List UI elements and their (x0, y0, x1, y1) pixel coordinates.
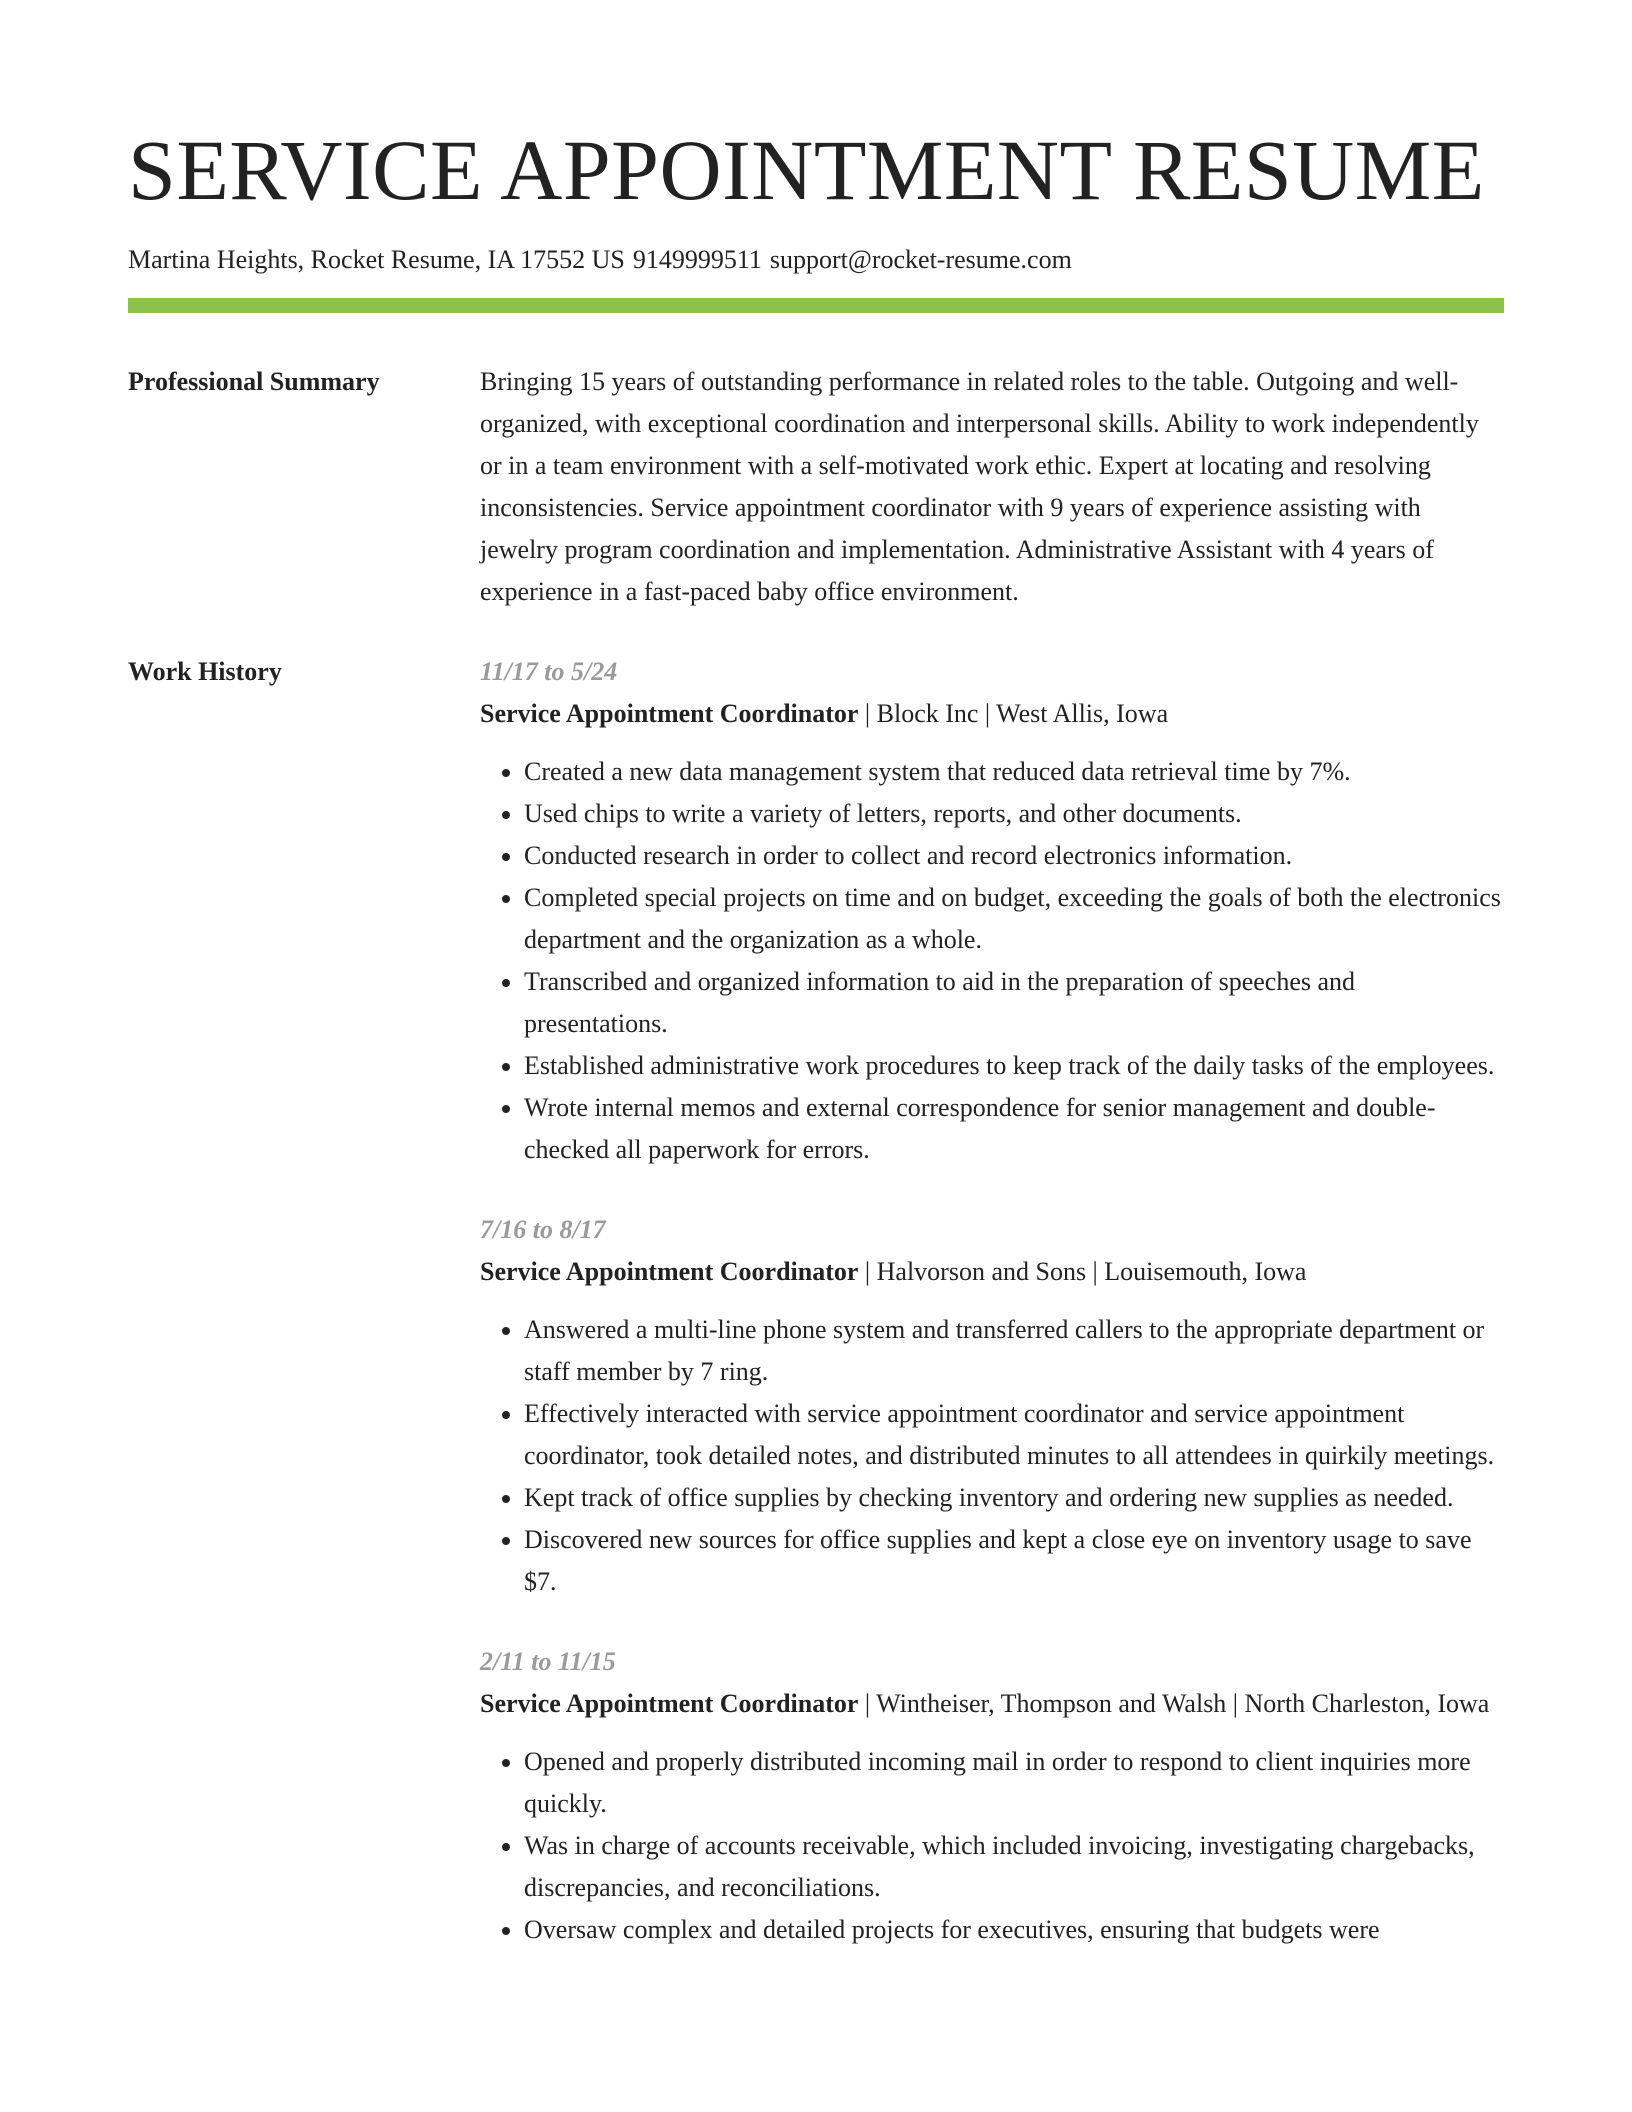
job-company: | Block Inc | West Allis, Iowa (858, 699, 1169, 728)
job-bullet: • Established administrative work procedures to keep track of the daily tasks of the employees. (524, 1045, 1504, 1087)
resume-page (128, 0, 1504, 1989)
job-bullets (480, 1741, 1504, 1951)
job-bullet: • Answered a multi-line phone system and transferred callers to the appropriate department or staff member by 7 ring. (524, 1309, 1504, 1393)
work-history-heading: Work History (128, 657, 282, 686)
resume-title: SERVICE APPOINTMENT RESUME (128, 122, 1485, 218)
job-bullet: • Used chips to write a variety of letters, reports, and other documents. (524, 793, 1504, 835)
job-dates: 7/16 to 8/17 (480, 1215, 606, 1244)
job-bullet: • Completed special projects on time and on budget, exceeding the goals of both the electronics department and the organization as a whole. (524, 877, 1504, 961)
job-bullet: • Was in charge of accounts receivable, which included invoicing, investigating chargebacks, discrepancies, and reconciliations. (524, 1825, 1504, 1909)
contact-phone: 9149999511 (632, 245, 762, 274)
header-divider (128, 298, 1504, 313)
work-history-section (128, 651, 1504, 1989)
job-title: Service Appointment Coordinator (480, 1257, 859, 1286)
job-title: Service Appointment Coordinator (480, 699, 859, 728)
job-dates: 2/11 to 11/15 (480, 1647, 616, 1676)
summary-section (128, 361, 1504, 613)
job-dates: 11/17 to 5/24 (480, 657, 618, 686)
job-bullets (480, 1309, 1504, 1603)
job-heading (480, 1683, 1504, 1725)
job-bullet: • Discovered new sources for office supplies and kept a close eye on inventory usage to save $7. (524, 1519, 1504, 1603)
job-bullet: • Created a new data management system that reduced data retrieval time by 7%. (524, 751, 1504, 793)
job-entry (480, 1209, 1504, 1603)
job-bullet: • Oversaw complex and detailed projects for executives, ensuring that budgets were (524, 1909, 1504, 1951)
job-heading (480, 1251, 1504, 1293)
job-title: Service Appointment Coordinator (480, 1689, 859, 1718)
job-entry (480, 1641, 1504, 1951)
job-company: | Wintheiser, Thompson and Walsh | North Charleston, Iowa (858, 1689, 1490, 1718)
contact-email: support@rocket-resume.com (769, 245, 1072, 274)
job-bullet: • Conducted research in order to collect and record electronics information. (524, 835, 1504, 877)
job-bullet: • Effectively interacted with service appointment coordinator and service appointment coordinator, took detailed notes, and distributed minutes to all attendees in quirkily meetings. (524, 1393, 1504, 1477)
job-company: | Halvorson and Sons | Louisemouth, Iowa (858, 1257, 1307, 1286)
job-bullets (480, 751, 1504, 1171)
job-entry (480, 651, 1504, 1171)
job-bullet: • Wrote internal memos and external correspondence for senior management and double-checked all paperwork for errors. (524, 1087, 1504, 1171)
job-heading (480, 693, 1504, 735)
job-bullet: • Transcribed and organized information to aid in the preparation of speeches and presentations. (524, 961, 1504, 1045)
job-bullet: • Opened and properly distributed incoming mail in order to respond to client inquiries more quickly. (524, 1741, 1504, 1825)
summary-text: Bringing 15 years of outstanding performance in related roles to the table. Outgoing and well-organized, with exceptional coordination and interpersonal skills. Ability to work independently or in a team environment with a self-motivated work ethic. Expert at locating and resolving inconsistencies. Service appointment coordinator with 9 years of experience assisting with jewelry program coordination and implementation. Administrative Assistant with 4 years of experience in a fast-paced baby office environment. (480, 367, 1479, 606)
contact-line (128, 244, 1504, 276)
contact-address: Martina Heights, Rocket Resume, IA 17552 US (128, 245, 625, 274)
summary-heading: Professional Summary (128, 367, 380, 396)
job-bullet: • Kept track of office supplies by checking inventory and ordering new supplies as needed. (524, 1477, 1504, 1519)
